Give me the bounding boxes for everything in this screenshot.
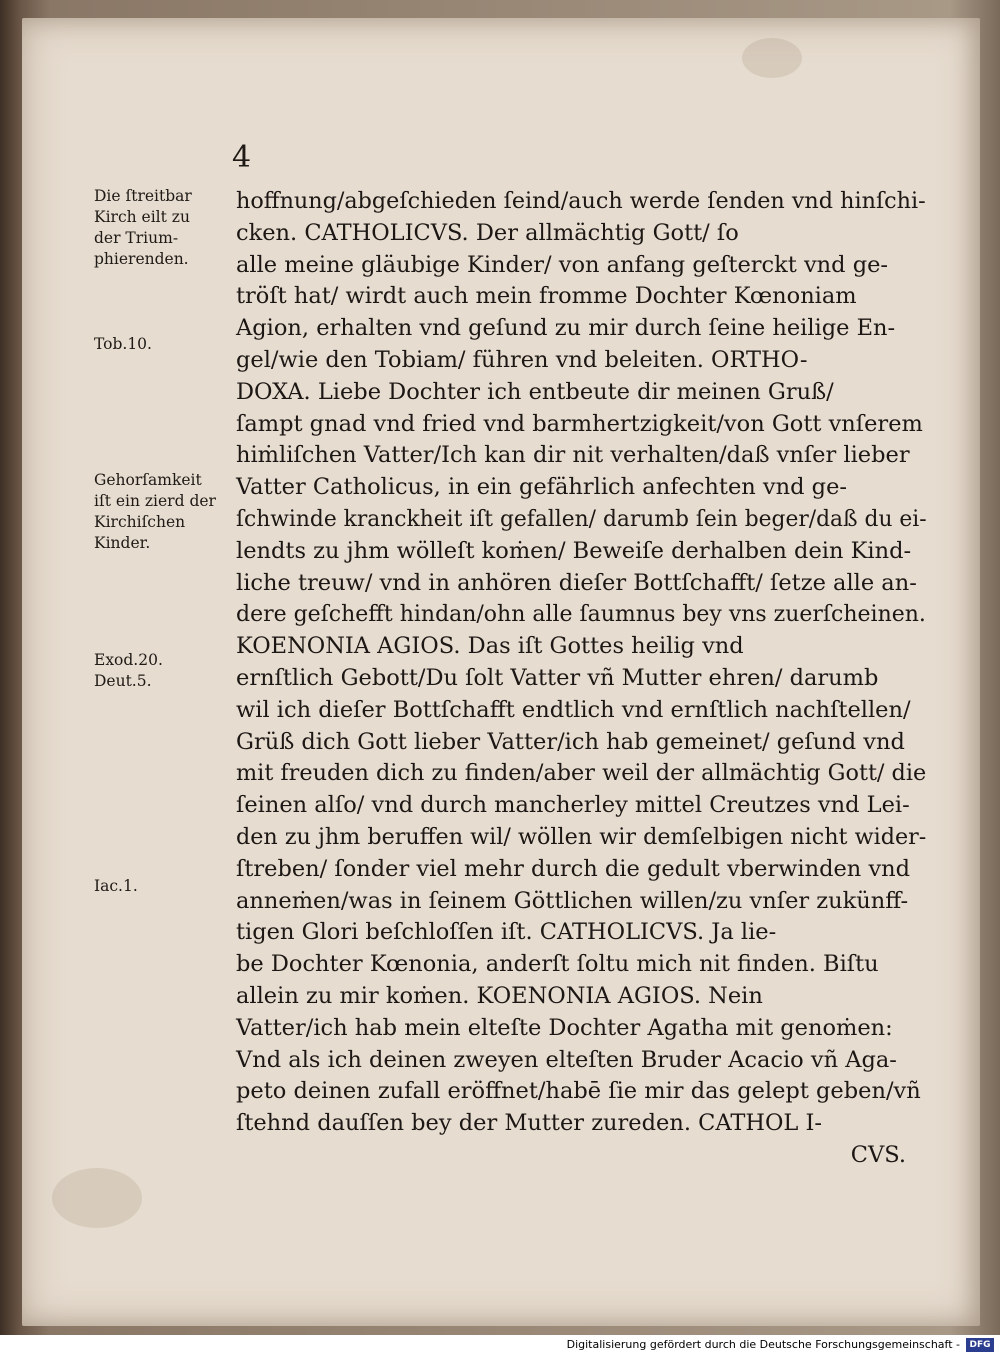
dfg-logo[interactable]: DFG xyxy=(966,1338,994,1352)
paper-stain xyxy=(52,1168,142,1228)
text-line: ſampt gnad vnd fried vnd barmhertzigkeit/von Gott vnſerem xyxy=(236,410,923,437)
text-line: Vatter Catholicus, in ein gefährlich anfechten vnd ge- xyxy=(236,474,848,501)
text-line: mit freuden dich zu finden/aber weil der allmächtig Gott/ die xyxy=(236,760,927,787)
text-line: Grüß dich Gott lieber Vatter/ich hab gemeinet/ geſund vnd xyxy=(236,728,905,755)
text-line: ſtehnd dauſſen bey der Mutter zureden. CATHOL I- xyxy=(236,1110,823,1137)
text-line: den zu jhm beruffen wil/ wöllen wir demſelbigen nicht wider- xyxy=(236,823,927,850)
text-line-catchword: CVS. xyxy=(850,1141,906,1168)
text-line: ernſtlich Gebott/Du ſolt Vatter vñ Mutter ehren/ darumb xyxy=(236,664,879,691)
text-line: anneṁen/was in ſeinem Göttlichen willen/zu vnſer zukünff- xyxy=(236,887,909,914)
text-line: hoffnung/abgeſchieden ſeind/auch werde ſenden vnd hinſchi- xyxy=(236,188,926,214)
text-line: wil ich dieſer Bottſchafft endtlich vnd ernſtlich nachſtellen/ xyxy=(236,696,911,723)
text-line: liche treuw/ vnd in anhören dieſer Bottſchafft/ ſetze alle an- xyxy=(236,569,917,596)
text-line: KOENONIA AGIOS. Das iſt Gottes heilig vnd xyxy=(236,633,744,660)
text-line: ſtreben/ ſonder viel mehr durch die gedult vberwinden vnd xyxy=(236,855,911,882)
text-line: peto deinen zufall eröffnet/habē ſie mir das gelept geben/vñ xyxy=(236,1078,921,1105)
paper-stain xyxy=(742,38,802,78)
margin-note-obedience: Gehorſamkeit iſt ein zierd der Kirchiſchen Kinder. xyxy=(94,471,216,552)
text-line: ſchwinde kranckheit iſt gefallen/ darumb ſein beger/daß du ei- xyxy=(236,505,927,532)
margin-note-james: Iac.1. xyxy=(94,877,138,895)
text-line: Agion, erhalten vnd geſund zu mir durch ſeine heilige En- xyxy=(236,315,896,342)
text-line: hiṁliſchen Vatter/Ich kan dir nit verhalten/daß vnſer lieber xyxy=(236,442,910,469)
margin-note-church-triumphant: Die ſtreitbar Kirch eilt zu der Trium- phierenden. xyxy=(94,187,192,268)
text-line: be Dochter Kœnonia, anderſt ſoltu mich nit finden. Biſtu xyxy=(236,951,879,978)
text-line: DOXA. Liebe Dochter ich entbeute dir meinen Gruß/ xyxy=(236,378,834,405)
text-line: gel/wie den Tobiam/ führen vnd beleiten. ORTHO- xyxy=(236,346,808,373)
text-line: tigen Glori beſchloſſen iſt. CATHOLICVS. Ja lie- xyxy=(236,919,777,946)
text-line: alle meine gläubige Kinder/ von anfang geſterckt vnd ge- xyxy=(236,251,889,278)
main-text-block xyxy=(236,186,926,1172)
page-number: 4 xyxy=(232,140,252,175)
margin-note-exodus-deut: Exod.20. Deut.5. xyxy=(94,651,163,690)
text-line: allein zu mir koṁen. KOENONIA AGIOS. Nein xyxy=(236,982,763,1009)
text-line: tröſt hat/ wirdt auch mein fromme Dochter Kœnoniam xyxy=(236,283,857,310)
text-line: Vnd als ich deinen zweyen elteſten Bruder Acacio vñ Aga- xyxy=(236,1046,897,1073)
text-line: cken. CATHOLICVS. Der allmächtig Gott/ ſo xyxy=(236,219,739,246)
text-line: Vatter/ich hab mein elteſte Dochter Agatha mit genoṁen: xyxy=(236,1014,893,1041)
footer-bar xyxy=(0,1335,1000,1355)
funding-credit: Digitalisierung gefördert durch die Deutsche Forschungsgemeinschaft - xyxy=(566,1338,960,1351)
text-line: lendts zu jhm wölleſt koṁen/ Beweiſe derhalben dein Kind- xyxy=(236,537,912,564)
text-line: dere geſchefft hindan/ohn alle ſaumnus bey vns zuerſcheinen. xyxy=(236,601,926,628)
margin-note-tobit: Tob.10. xyxy=(94,335,152,353)
text-line: ſeinen alſo/ vnd durch mancherley mittel Creutzes vnd Lei- xyxy=(236,792,910,819)
